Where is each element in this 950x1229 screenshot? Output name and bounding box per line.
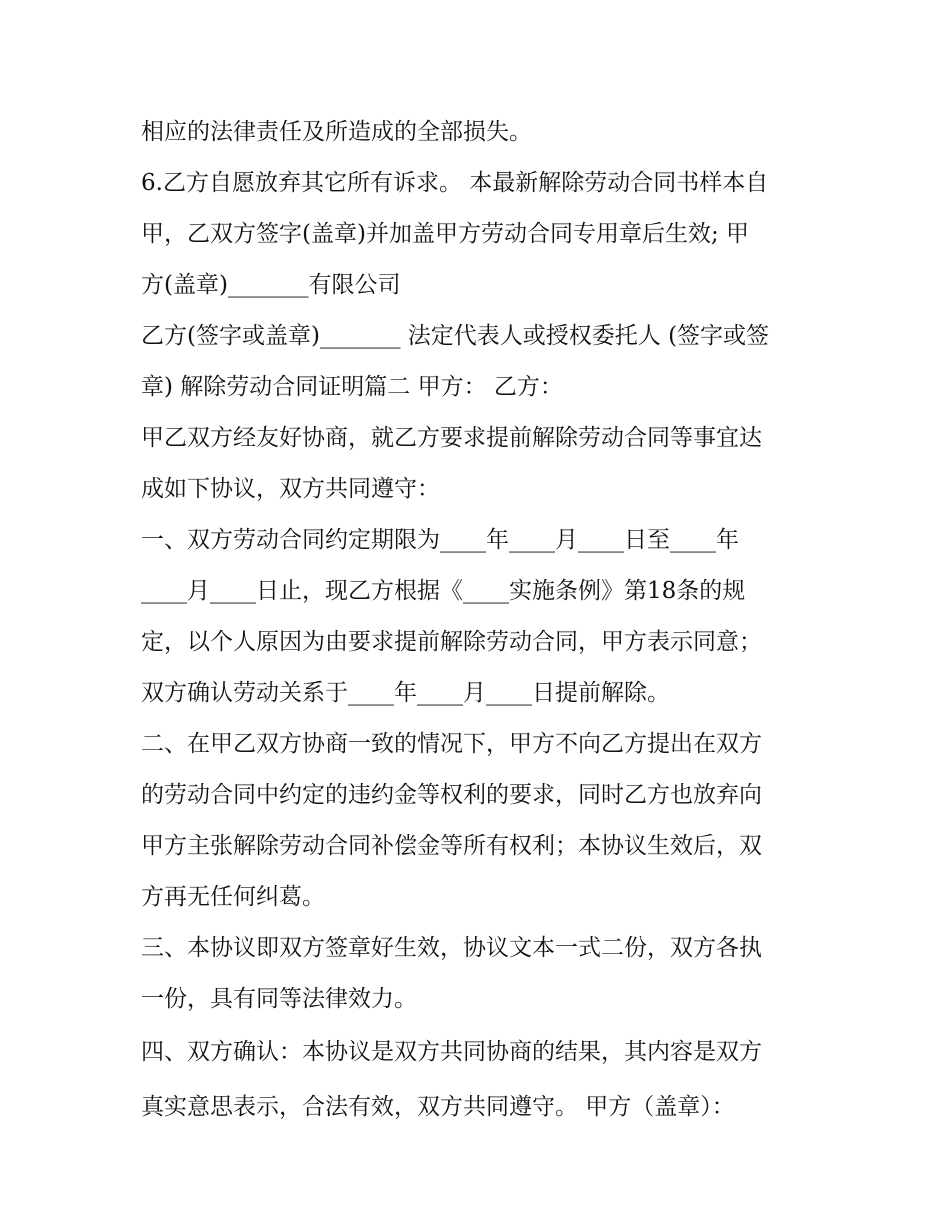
text-line: 甲方主张解除劳动合同补偿金等所有权利；本协议生效后，双 [141,833,762,859]
text-line: 的劳动合同中约定的违约金等权利的要求，同时乙方也放弃向 [141,782,762,808]
text-line: 甲，乙双方签字(盖章)并加盖甲方劳动合同专用章后生效; 甲 [141,221,750,247]
text-line: 方再无任何纠葛。 [141,884,325,910]
text-line: 双方确认劳动关系于____年____月____日提前解除。 [141,680,670,706]
text-line: 三、本协议即双方签章好生效，协议文本一式二份，双方各执 [141,935,762,961]
text-line: ____月____日止，现乙方根据《____实施条例》第18条的规 [141,578,746,604]
text-line: 定，以个人原因为由要求提前解除劳动合同，甲方表示同意； [141,629,762,655]
text-line: 甲乙双方经友好协商，就乙方要求提前解除劳动合同等事宜达 [141,425,762,451]
text-line: 方(盖章)_______有限公司 [141,272,401,298]
text-line: 一份，具有同等法律效力。 [141,986,417,1012]
text-line: 成如下协议，双方共同遵守： [141,476,440,502]
text-line: 真实意思表示，合法有效，双方共同遵守。 甲方（盖章）： [141,1094,735,1120]
text-line: 二、在甲乙双方协商一致的情况下，甲方不向乙方提出在双方 [141,731,762,757]
text-line: 四、双方确认：本协议是双方共同协商的结果，其内容是双方 [141,1039,762,1065]
text-line: 相应的法律责任及所造成的全部损失。 [141,119,532,145]
text-line: 乙方(签字或盖章)_______ 法定代表人或授权委托人 (签字或签 [141,323,770,349]
text-line: 6.乙方自愿放弃其它所有诉求。 本最新解除劳动合同书样本自 [141,170,769,196]
text-line: 章) 解除劳动合同证明篇二 甲方： 乙方： [141,374,563,400]
text-line: 一、双方劳动合同约定期限为____年____月____日至____年 [141,527,739,553]
document-body [141,107,821,1135]
